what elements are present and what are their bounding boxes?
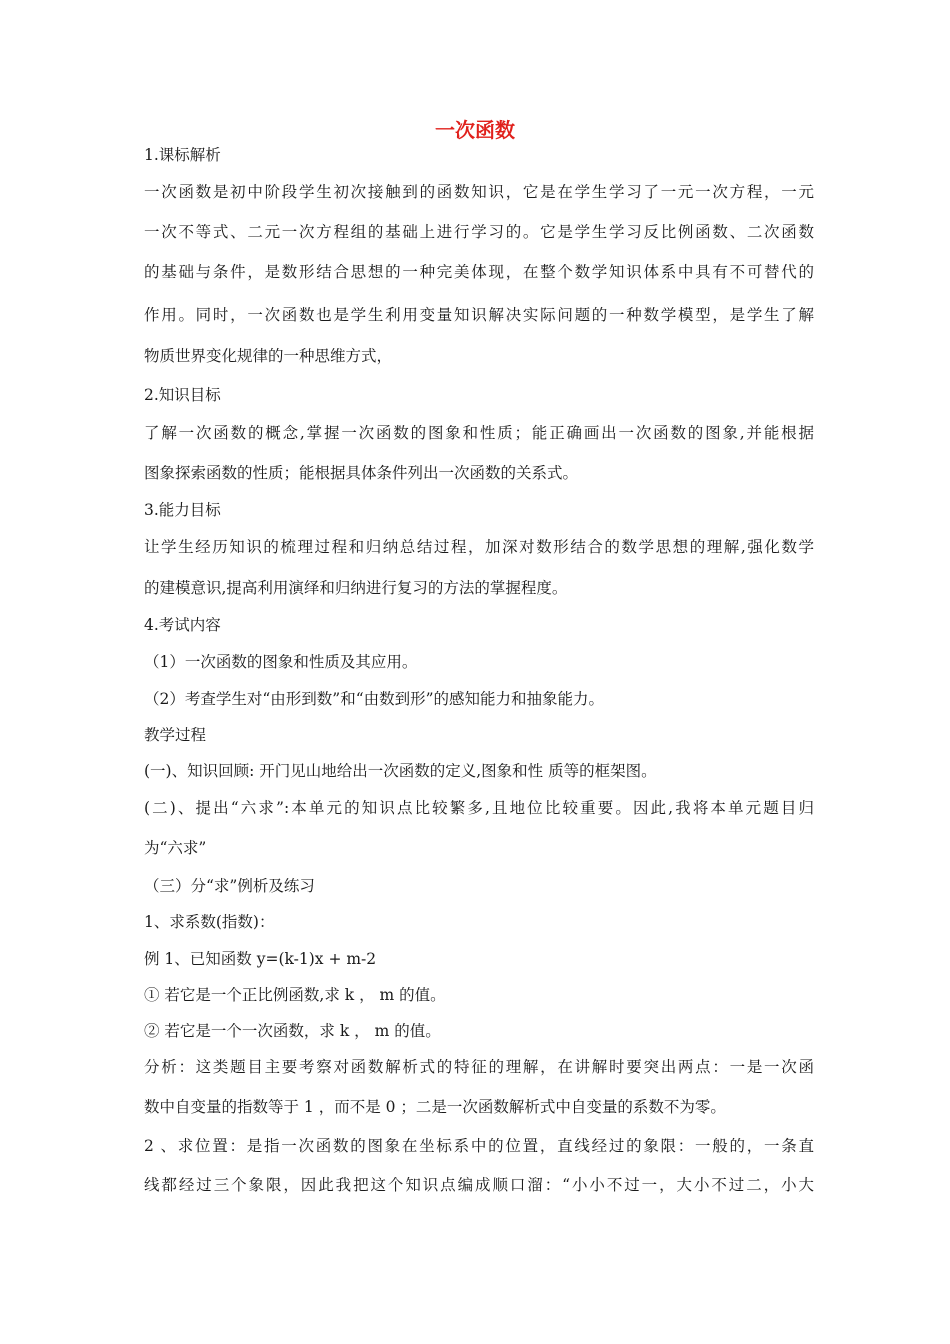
document-title: 一次函数 <box>435 118 515 142</box>
paragraph-line: （三）分“求”例析及练习 <box>144 877 315 895</box>
paragraph-line: 图象探索函数的性质；能根据具体条件列出一次函数的关系式。 <box>144 464 579 482</box>
paragraph-line: 物质世界变化规律的一种思维方式， <box>144 347 393 365</box>
paragraph-line: 的基础与条件，是数形结合思想的一种完美体现，在整个数学知识体系中具有不可替代的 <box>144 263 814 281</box>
section-heading-exam: 4.考试内容 <box>144 616 221 634</box>
paragraph-line: 2 、求位置：是指一次函数的图象在坐标系中的位置，直线经过的象限：一般的，一条直 <box>144 1137 814 1155</box>
section-heading-curriculum: 1.课标解析 <box>144 146 221 164</box>
paragraph-line: 一次不等式、二元一次方程组的基础上进行学习的。它是学生学习反比例函数、二次函数 <box>144 223 814 241</box>
paragraph-line: 数中自变量的指数等于 1 ，而不是 0 ；二是一次函数解析式中自变量的系数不为零。 <box>144 1098 726 1116</box>
paragraph-line: 1、求系数(指数)： <box>144 913 275 931</box>
example-line: ① 若它是一个正比例函数,求 k ， m 的值。 <box>144 986 446 1004</box>
paragraph-line: 作用。同时，一次函数也是学生利用变量知识解决实际问题的一种数学模型，是学生了解 <box>144 306 814 324</box>
paragraph-line: 让学生经历知识的梳理过程和归纳总结过程，加深对数形结合的数学思想的理解,强化数学 <box>144 538 814 556</box>
paragraph-line: 了解一次函数的概念,掌握一次函数的图象和性质；能正确画出一次函数的图象,并能根据 <box>144 424 814 442</box>
paragraph-line: (一)、知识回顾: 开门见山地给出一次函数的定义,图象和性 质等的框架图。 <box>144 762 657 780</box>
paragraph-line: 线都经过三个象限，因此我把这个知识点编成顺口溜：“小小不过一，大小不过二，小大 <box>144 1176 814 1194</box>
paragraph-line: 的建模意识,提高利用演绎和归纳进行复习的方法的掌握程度。 <box>144 579 568 597</box>
paragraph-line: 一次函数是初中阶段学生初次接触到的函数知识，它是在学生学习了一元一次方程，一元 <box>144 183 814 201</box>
paragraph-line: 为“六求” <box>144 839 207 857</box>
section-heading-process: 教学过程 <box>144 726 207 744</box>
paragraph-line: 分析：这类题目主要考察对函数解析式的特征的理解，在讲解时要突出两点：一是一次函 <box>144 1058 814 1076</box>
paragraph-line: (二)、提出“六求”:本单元的知识点比较繁多,且地位比较重要。因此,我将本单元题目归 <box>144 799 814 817</box>
list-item: （1）一次函数的图象和性质及其应用。 <box>144 653 418 671</box>
list-item: （2）考查学生对“由形到数”和“由数到形”的感知能力和抽象能力。 <box>144 690 605 708</box>
section-heading-ability: 3.能力目标 <box>144 501 221 519</box>
example-line: ② 若它是一个一次函数，求 k ， m 的值。 <box>144 1022 441 1040</box>
section-heading-knowledge: 2.知识目标 <box>144 386 221 404</box>
example-line: 例 1、已知函数 y=(k-1)x + m-2 <box>144 950 377 968</box>
